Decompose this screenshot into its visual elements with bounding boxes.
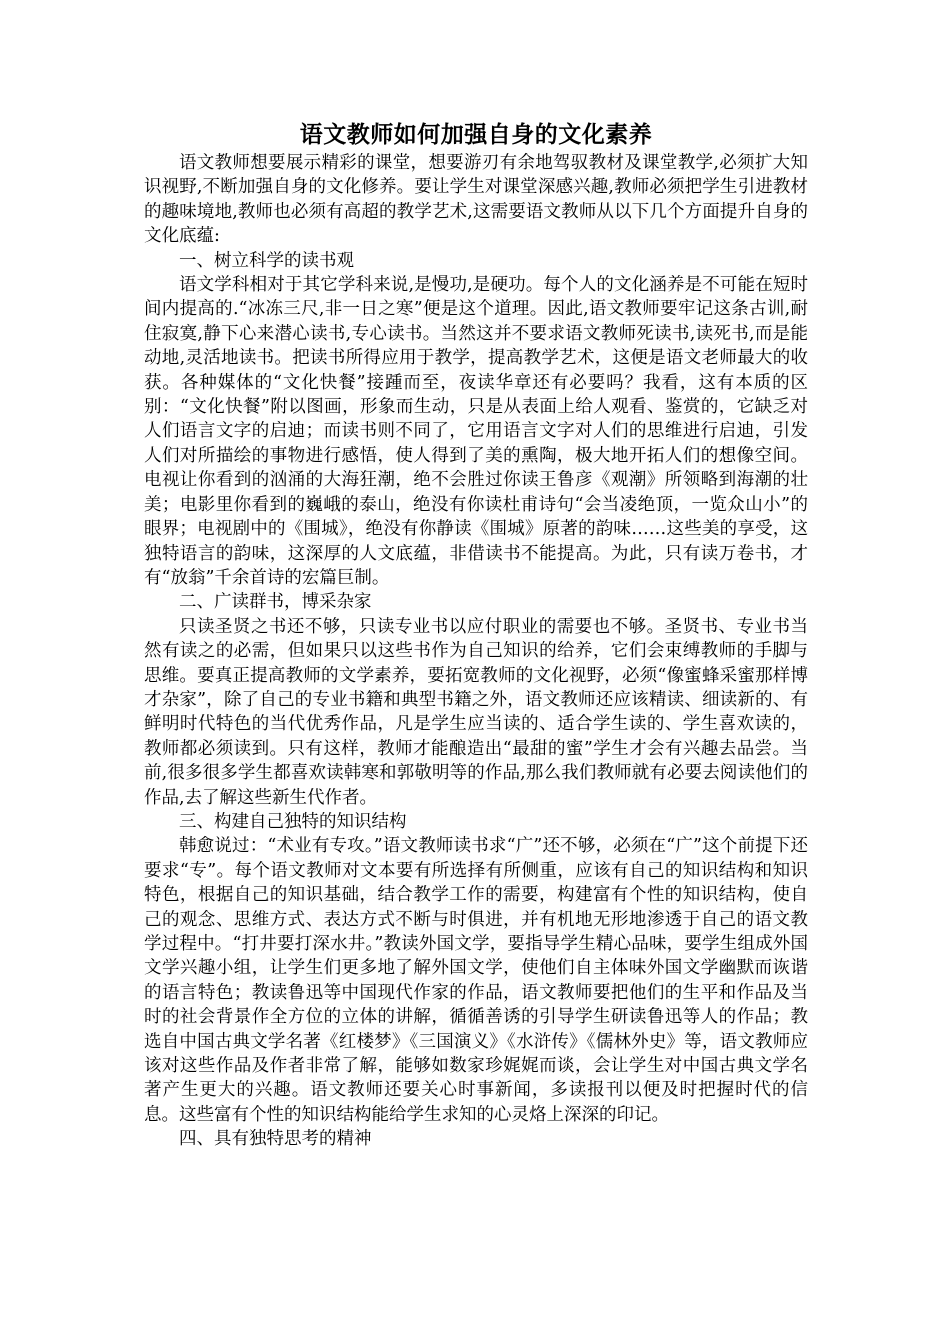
section-body-2: 只读圣贤之书还不够，只读专业书以应付职业的需要也不够。圣贤书、专业书当然有读之的必需，但如果只以这些书作为自己知识的给养，它们会束缚教师的手脚与思维。要真正提高教师的文学素养，要拓宽教师的文化视野，必须“像蜜蜂采蜜那样博才杂家”，除了自己的专业书籍和典型书籍之外，语文教师还应该精读、细读新的、有鲜明时代特色的当代优秀作品，凡是学生应当读的、适合学生读的、学生喜欢读的，教师都必须读到。只有这样，教师才能酿造出“最甜的蜜”学生才会有兴趣去品尝。当前,很多很多学生都喜欢读韩寒和郭敬明等的作品,那么我们教师就有必要去阅读他们的作品,去了解这些新生代作者。 [144, 616, 808, 808]
section-heading-3: 三、构建自己独特的知识结构 [179, 811, 407, 832]
intro-paragraph: 语文教师想要展示精彩的课堂，想要游刃有余地驾驭教材及课堂教学,必须扩大知识视野,不断加强自身的文化修养。要让学生对课堂深感兴趣,教师必须把学生引进教材的趣味境地,教师也必须有高超的教学艺术,这需要语文教师从以下几个方面提升自身的文化底蕴: [144, 153, 808, 247]
document-page [144, 119, 808, 1152]
section-heading-2: 二、广读群书，博采杂家 [179, 592, 372, 613]
section-heading-1: 一、树立科学的读书观 [179, 250, 354, 271]
document-title: 语文教师如何加强自身的文化素养 [299, 122, 653, 148]
section-body-3: 韩愈说过：“术业有专攻。”语文教师读书求“广”还不够，必须在“广”这个前提下还要求“专”。每个语文教师对文本要有所选择有所侧重，应该有自己的知识结构和知识特色，根据自己的知识基础，结合教学工作的需要，构建富有个性的知识结构，使自己的观念、思维方式、表达方式不断与时俱进，并有机地无形地渗透于自己的语文教学过程中。“打井要打深水井。”教读外国文学，要指导学生精心品味，要学生组成外国文学兴趣小组，让学生们更多地了解外国文学，使他们自主体味外国文学幽默而诙谐的语言特色；教读鲁迅等中国现代作家的作品，语文教师要把他们的生平和作品及当时的社会背景作全方位的立体的讲解，循循善诱的引导学生研读鲁迅等人的作品；教选自中国古典文学名著《红楼梦》《三国演义》《水浒传》《儒林外史》等，语文教师应该对这些作品及作者非常了解，能够如数家珍娓娓而谈，会让学生对中国古典文学名著产生更大的兴趣。语文教师还要关心时事新闻，多读报刊以便及时把握时代的信息。这些富有个性的知识结构能给学生求知的心灵烙上深深的印记。 [144, 836, 808, 1125]
section-body-1: 语文学科相对于其它学科来说,是慢功,是硬功。每个人的文化涵养是不可能在短时间内提高的.“冰冻三尺,非一日之寒”便是这个道理。因此,语文教师要牢记这条古训,耐住寂寞,静下心来潜心读书,专心读书。当然这并不要求语文教师死读书,读死书,而是能动地,灵活地读书。把读书所得应用于教学，提高教学艺术，这便是语文老师最大的收获。各种媒体的“文化快餐”接踵而至，夜读华章还有必要吗？我看，这有本质的区别：“文化快餐”附以图画，形象而生动，只是从表面上给人观看、鉴赏的，它缺乏对人们语言文字的启迪；而读书则不同了，它用语言文字对人们的思维进行启迪，引发人们对所描绘的事物进行感悟，使人得到了美的熏陶，极大地开拓人们的想像空间。电视让你看到的汹涌的大海狂潮，绝不会胜过你读王鲁彦《观潮》所领略到海潮的壮美；电影里你看到的巍峨的泰山，绝没有你读杜甫诗句“会当凌绝顶，一览众山小”的眼界；电视剧中的《围城》，绝没有你静读《围城》原著的韵味……这些美的享受，这独特语言的韵味，这深厚的人文底蕴，非借读书不能提高。为此，只有读万卷书，才有“放翁”千余首诗的宏篇巨制。 [144, 275, 808, 588]
section-heading-4: 四、具有独特思考的精神 [179, 1129, 372, 1150]
